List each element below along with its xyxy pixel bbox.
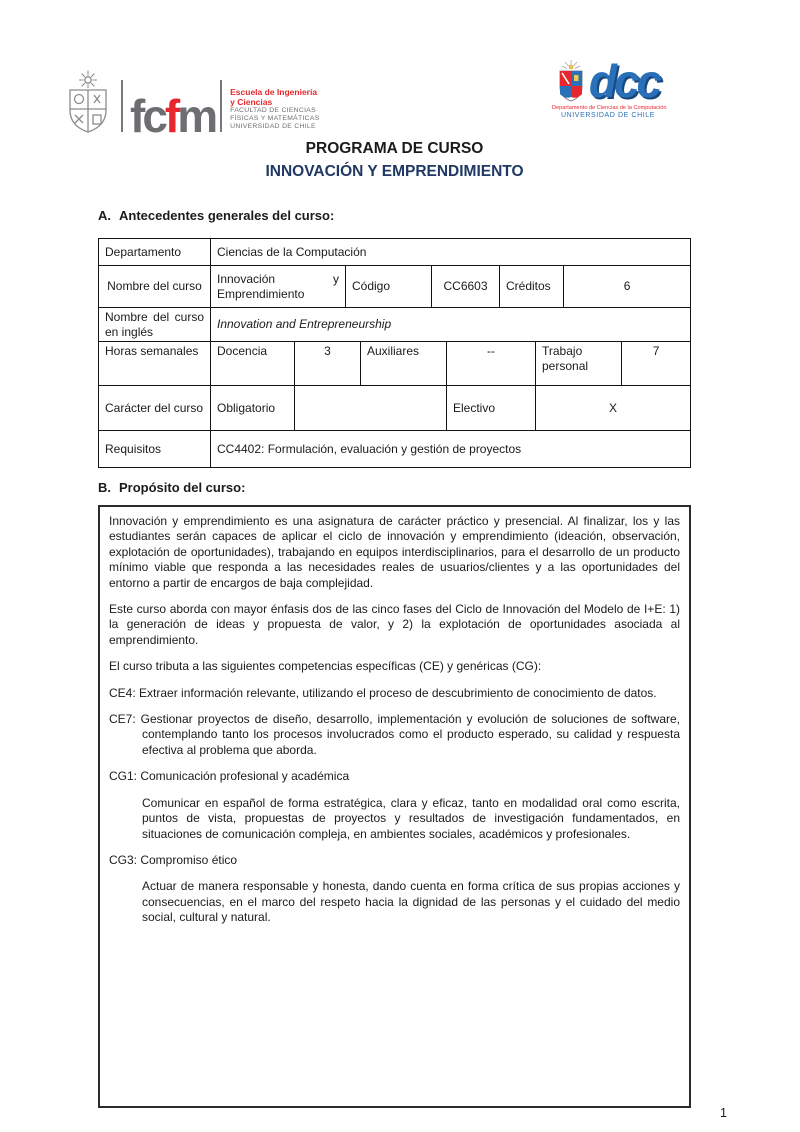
table-row-caracter (99, 386, 691, 431)
docencia-value: 3 (295, 342, 361, 386)
dcc-department-line: Departamento de Ciencias de la Computación (552, 105, 667, 111)
competency-cg1-title: CG1: Comunicación profesional y académica (109, 769, 350, 784)
fcfm-school-line-2: y Ciencias (230, 96, 273, 107)
electivo-label: Electivo (447, 386, 536, 431)
nombre-ingles-label: Nombre del curso en inglés (99, 308, 211, 342)
dcc-university-line: UNIVERSIDAD DE CHILE (560, 112, 656, 119)
section-a-heading (98, 208, 691, 223)
table-row-requisitos (99, 431, 691, 468)
uchile-crest-color-icon (557, 60, 585, 102)
purpose-paragraph-2: Este curso aborda con mayor énfasis dos de las cinco fases del Ciclo de Innovación del Modelo de I+E: 1) la generación de ideas y propuesta de valor, y 2) la explotación de oportunidades asociada al emprendimiento. (109, 602, 680, 647)
creditos-value: 6 (564, 266, 691, 308)
uchile-crest-outline-icon (64, 70, 112, 134)
caracter-label: Carácter del curso (99, 386, 211, 431)
auxiliares-label: Auxiliares (361, 342, 447, 386)
dcc-wordmark: dcc (588, 55, 660, 107)
section-b-prefix: B. (98, 480, 111, 495)
requisitos-label: Requisitos (99, 431, 211, 468)
trabajo-personal-label: Trabajo personal (536, 342, 622, 386)
competency-cg1-description: Comunicar en español de forma estratégica, clara y eficaz, tanto en modalidad oral como escrita, puntos de vista, propuestas de proyectos y resultados de investigación fundamentados, en situaciones de comunicación compleja, en ambientes sociales, académicos y profesionales. (142, 795, 680, 841)
fcfm-university-line: UNIVERSIDAD DE CHILE (230, 123, 316, 130)
docencia-label: Docencia (211, 342, 295, 386)
departamento-label: Departamento (99, 239, 211, 266)
section-a-label: Antecedentes generales del curso: (119, 208, 335, 223)
purpose-paragraph-3: El curso tributa a las siguientes competencias específicas (CE) y genéricas (CG): (109, 659, 542, 674)
fcfm-wordmark: fcfm (130, 90, 216, 142)
electivo-value: X (536, 386, 691, 431)
document-content (98, 140, 691, 1108)
section-b-label: Propósito del curso: (119, 480, 246, 495)
nombre-curso-label: Nombre del curso (99, 266, 211, 308)
trabajo-personal-value: 7 (622, 342, 691, 386)
requisitos-value: CC4402: Formulación, evaluación y gestión de proyectos (211, 431, 691, 468)
obligatorio-value (295, 386, 447, 431)
competency-cg3-title: CG3: Compromiso ético (109, 852, 238, 867)
purpose-paragraph-1: Innovación y emprendimiento es una asignatura de carácter práctico y presencial. Al finalizar, los y las estudiantes serán capaces de aplicar el ciclo de innovación y emprendimiento (ideación, observación, explotación de oportunidades), trabajando en equipos interdisciplinarios, para el desarrollo de un producto mínimo viable que responda a las necesidades reales de usuarios/clientes y a las oportunidades del entorno a partir de encargos de baja complejidad. (109, 514, 680, 590)
auxiliares-value: -- (447, 342, 536, 386)
fcfm-school-line-1: Escuela de Ingeniería (230, 87, 318, 97)
fcfm-divider-bar-2 (220, 80, 222, 132)
fcfm-faculty-line-1: FACULTAD DE CIENCIAS (230, 107, 316, 114)
course-info-table (98, 238, 691, 468)
competency-ce4: CE4: Extraer información relevante, utilizando el proceso de descubrimiento de conocimiento de datos. (109, 685, 657, 700)
course-purpose-box (98, 505, 691, 1108)
horas-label: Horas semanales (99, 342, 211, 386)
nombre-curso-value: Innovación y Emprendimiento (211, 266, 346, 308)
competency-cg3-description: Actuar de manera responsable y honesta, dando cuenta en forma crítica de sus propias acciones y consecuencias, en el marco del respeto hacia la dignidad de las personas y el cuidado del medio social, cultural y natural. (142, 879, 680, 925)
creditos-label: Créditos (500, 266, 564, 308)
fcfm-divider-bar (121, 80, 123, 132)
competency-ce7: CE7: Gestionar proyectos de diseño, desarrollo, implementación y evolución de soluciones de software, contemplando tanto los procesos involucrados como el producto esperado, su calidad y respuesta efectiva al problema que aborda. (109, 712, 680, 757)
departamento-value: Ciencias de la Computación (211, 239, 691, 266)
codigo-label: Código (346, 266, 432, 308)
table-row-departamento (99, 239, 691, 266)
document-title: PROGRAMA DE CURSO (305, 140, 484, 157)
table-row-horas (99, 342, 691, 386)
codigo-value: CC6603 (432, 266, 500, 308)
table-row-nombre-curso (99, 266, 691, 308)
section-a-prefix: A. (98, 208, 111, 223)
fcfm-logo (64, 64, 320, 142)
table-row-nombre-ingles (99, 308, 691, 342)
obligatorio-label: Obligatorio (211, 386, 295, 431)
dcc-logo (552, 55, 667, 119)
fcfm-faculty-line-2: FÍSICAS Y MATEMÁTICAS (230, 115, 320, 122)
fcfm-text-block (230, 88, 319, 134)
section-b-heading (98, 480, 691, 495)
nombre-ingles-value: Innovation and Entrepreneurship (211, 308, 691, 342)
course-title: INNOVACIÓN Y EMPRENDIMIENTO (265, 163, 524, 180)
page-number: 1 (720, 1106, 727, 1120)
